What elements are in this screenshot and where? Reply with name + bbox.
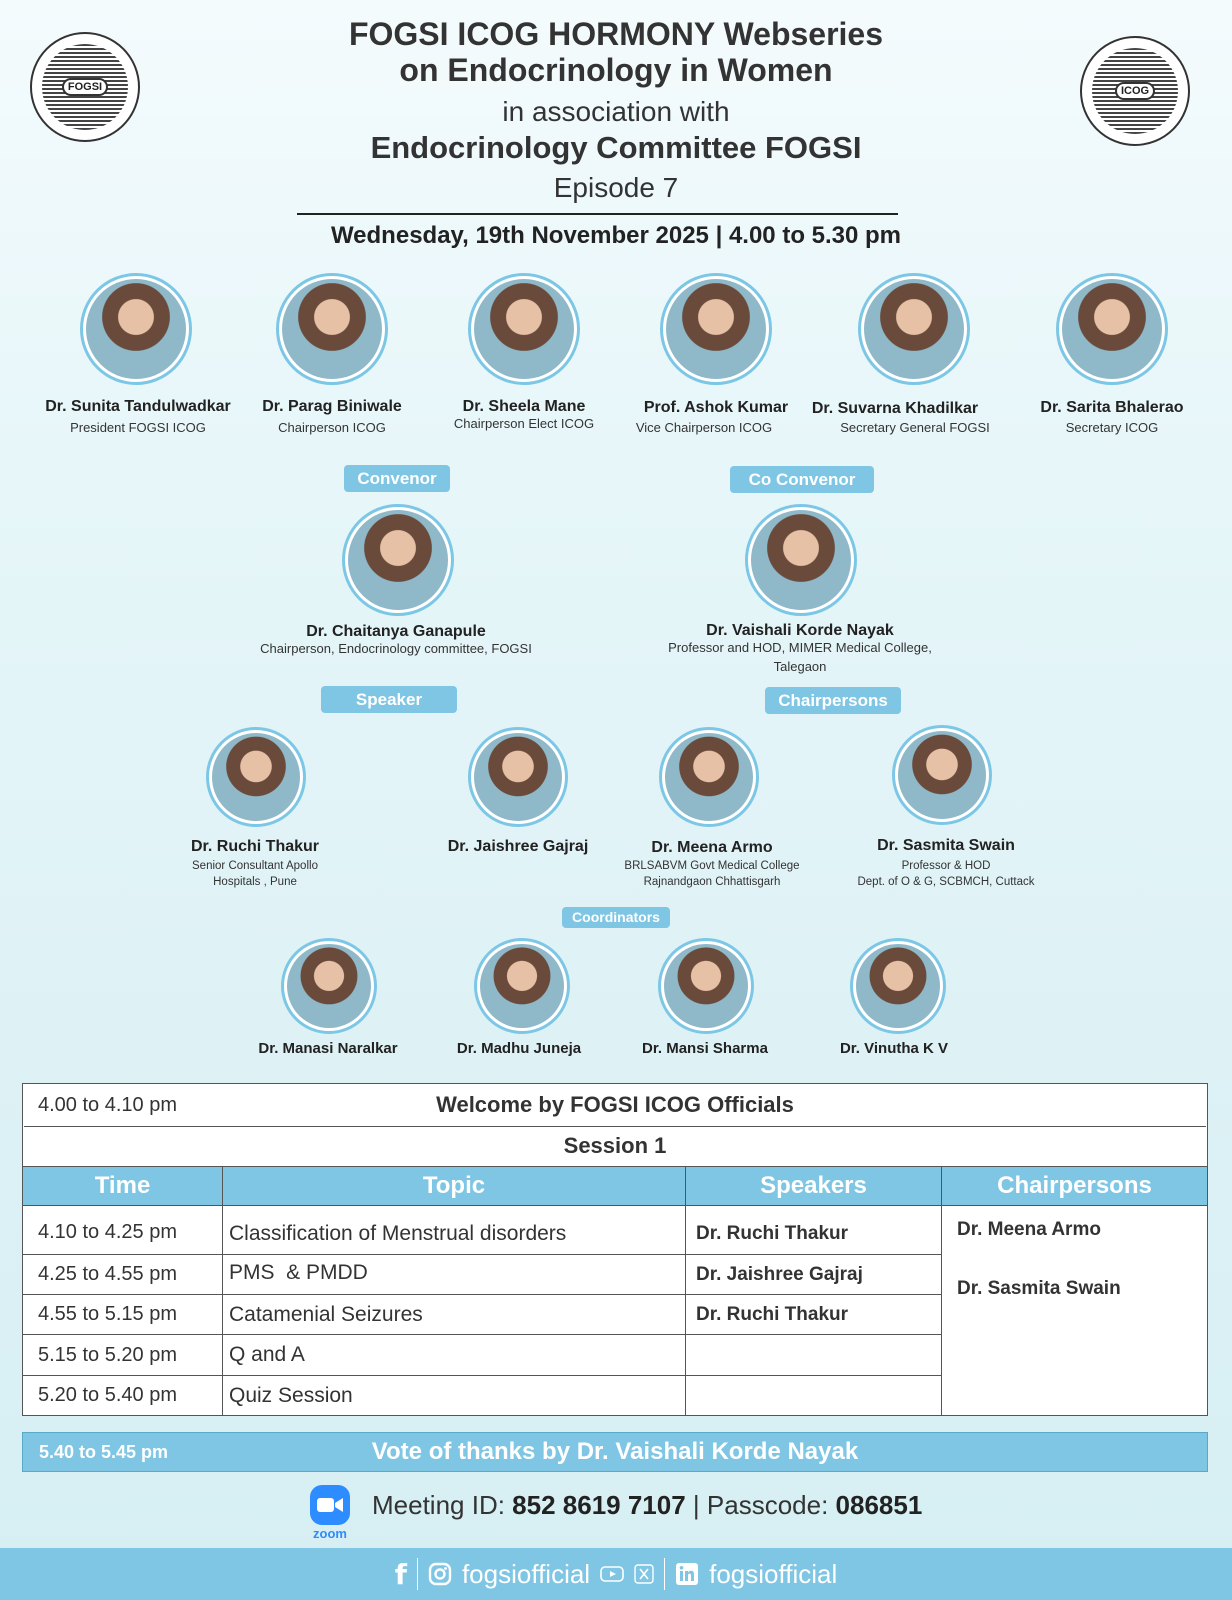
row-5-topic: Quiz Session <box>229 1383 353 1407</box>
chairperson-role-2-line2: Dept. of O & G, SCBMCH, Cuttack <box>857 876 1035 888</box>
instagram-icon[interactable] <box>428 1562 452 1586</box>
zoom-icon <box>310 1485 350 1525</box>
convenor-photo <box>342 504 454 616</box>
session-title: Session 1 <box>563 1133 667 1158</box>
official-name-4: Prof. Ashok Kumar <box>643 399 789 416</box>
linkedin-icon[interactable] <box>675 1562 699 1586</box>
welcome-text: Welcome by FOGSI ICOG Officials <box>436 1092 794 1117</box>
official-name-1: Dr. Sunita Tandulwadkar <box>45 398 231 415</box>
welcome-time: 4.00 to 4.10 pm <box>38 1093 177 1116</box>
chair-1: Dr. Meena Armo <box>957 1219 1101 1240</box>
co-convenor-role-line1: Professor and HOD, MIMER Medical College, <box>668 640 932 655</box>
chairperson-photo-2 <box>892 725 992 825</box>
chairperson-role-1-line1: BRLSABVM Govt Medical College <box>624 860 800 872</box>
chairpersons-label: Chairpersons <box>765 687 901 714</box>
row-1-time: 4.10 to 4.25 pm <box>38 1220 177 1243</box>
footer-divider-2 <box>664 1558 665 1590</box>
coordinator-photo-4 <box>850 938 946 1034</box>
coordinators-label: Coordinators <box>562 907 670 928</box>
convenor-label: Convenor <box>344 465 450 492</box>
row-2-time: 4.25 to 4.55 pm <box>38 1263 177 1285</box>
co-convenor-name: Dr. Vaishali Korde Nayak <box>706 622 894 639</box>
coordinator-name-4: Dr. Vinutha K V <box>839 1040 949 1057</box>
association-text: in association with <box>502 96 730 127</box>
chairperson-role-1-line2: Rajnandgaon Chhattisgarh <box>643 876 781 888</box>
passcode-value[interactable]: 086851 <box>835 1490 923 1520</box>
chairperson-role-2-line1: Professor & HOD <box>901 860 991 872</box>
official-photo-2 <box>276 273 388 385</box>
official-role-4: Vice Chairperson ICOG <box>635 420 773 435</box>
x-twitter-icon[interactable] <box>634 1564 654 1584</box>
page-title-line1: FOGSI ICOG HORMONY Webseries <box>348 16 884 52</box>
co-convenor-role-line2: Talegaon <box>773 659 827 674</box>
facebook-icon[interactable]: f <box>394 1557 407 1591</box>
official-role-1: President FOGSI ICOG <box>70 420 206 435</box>
co-convenor-label: Co Convenor <box>730 466 874 493</box>
speaker-name-1: Dr. Ruchi Thakur <box>190 838 320 855</box>
official-role-6: Secretary ICOG <box>1065 420 1159 435</box>
coordinator-name-3: Dr. Mansi Sharma <box>642 1040 768 1057</box>
row-1-topic: Classification of Menstrual disorders <box>229 1222 567 1245</box>
chairperson-name-2: Dr. Sasmita Swain <box>877 837 1015 854</box>
official-photo-4 <box>660 273 772 385</box>
header-divider <box>297 213 898 215</box>
official-name-3: Dr. Sheela Mane <box>462 398 586 415</box>
committee-title: Endocrinology Committee FOGSI <box>370 130 862 165</box>
chairperson-name-1: Dr. Meena Armo <box>651 839 773 856</box>
youtube-icon[interactable] <box>600 1565 624 1583</box>
social-footer <box>0 1548 1232 1600</box>
event-date-time: Wednesday, 19th November 2025 | 4.00 to 5.30 pm <box>330 222 902 249</box>
speaker-role-1-line2: Hospitals , Pune <box>213 876 297 888</box>
row-4-time: 5.15 to 5.20 pm <box>38 1343 177 1366</box>
official-role-2: Chairperson ICOG <box>278 420 386 435</box>
chair-2: Dr. Sasmita Swain <box>957 1278 1121 1299</box>
official-name-6: Dr. Sarita Bhalerao <box>1040 399 1184 416</box>
speaker-photo-1 <box>206 727 306 827</box>
fogsi-logo-badge: FOGSI <box>62 78 108 96</box>
official-role-3: Chairperson Elect ICOG <box>453 416 595 431</box>
speaker-role-1-line1: Senior Consultant Apollo <box>192 860 318 872</box>
coordinator-name-2: Dr. Madhu Juneja <box>456 1040 582 1057</box>
header-speakers: Speakers <box>686 1167 941 1205</box>
coordinator-photo-1 <box>281 938 377 1034</box>
row-1-speaker: Dr. Ruchi Thakur <box>696 1223 849 1244</box>
official-photo-1 <box>80 273 192 385</box>
coordinator-name-1: Dr. Manasi Naralkar <box>258 1040 398 1057</box>
header-chairpersons: Chairpersons <box>942 1167 1207 1205</box>
meeting-info <box>372 1490 922 1521</box>
coordinator-photo-3 <box>658 938 754 1034</box>
passcode-label: Passcode: <box>706 1490 836 1520</box>
row-2-topic: PMS & PMDD <box>229 1260 368 1284</box>
header-topic: Topic <box>223 1167 685 1205</box>
chairperson-photo-1 <box>659 727 759 827</box>
official-name-2: Dr. Parag Biniwale <box>262 398 402 415</box>
social-handle-2[interactable]: fogsiofficial <box>709 1558 838 1589</box>
page-title-line2: on Endocrinology in Women <box>399 52 833 88</box>
speaker-name-2: Dr. Jaishree Gajraj <box>447 838 589 855</box>
social-handle-1[interactable]: fogsiofficial <box>461 1558 591 1589</box>
meeting-id-value[interactable]: 852 8619 7107 <box>512 1490 686 1520</box>
footer-divider-1 <box>417 1558 418 1590</box>
official-photo-5 <box>858 273 970 385</box>
official-photo-6 <box>1056 273 1168 385</box>
row-3-topic: Catamenial Seizures <box>229 1302 423 1326</box>
co-convenor-photo <box>745 504 857 616</box>
vote-of-thanks-text: Vote of thanks by Dr. Vaishali Korde Nayak <box>371 1438 859 1465</box>
official-photo-3 <box>468 273 580 385</box>
convenor-name: Dr. Chaitanya Ganapule <box>306 623 486 640</box>
meeting-id-label: Meeting ID: <box>372 1490 513 1520</box>
speaker-photo-2 <box>468 727 568 827</box>
header-time: Time <box>23 1167 222 1205</box>
row-3-speaker: Dr. Ruchi Thakur <box>696 1303 849 1325</box>
speaker-label: Speaker <box>321 686 457 713</box>
vote-of-thanks-bar <box>22 1432 1208 1472</box>
official-name-5: Dr. Suvarna Khadilkar <box>811 400 979 417</box>
zoom-label: zoom <box>313 1526 347 1541</box>
header-bottom-line <box>22 1205 1208 1206</box>
vote-of-thanks-time: 5.40 to 5.45 pm <box>39 1442 169 1462</box>
official-role-5: Secretary General FOGSI <box>840 420 990 435</box>
episode-label: Episode 7 <box>553 172 679 203</box>
row-3-time: 4.55 to 5.15 pm <box>38 1303 177 1325</box>
coordinator-photo-2 <box>474 938 570 1034</box>
icog-logo-badge: ICOG <box>1115 82 1155 100</box>
row-5-time: 5.20 to 5.40 pm <box>38 1384 177 1406</box>
meeting-separator: | <box>685 1490 707 1520</box>
row-4-topic: Q and A <box>229 1343 305 1366</box>
row-2-speaker: Dr. Jaishree Gajraj <box>696 1263 863 1285</box>
convenor-role: Chairperson, Endocrinology committee, FOGSI <box>260 641 532 656</box>
